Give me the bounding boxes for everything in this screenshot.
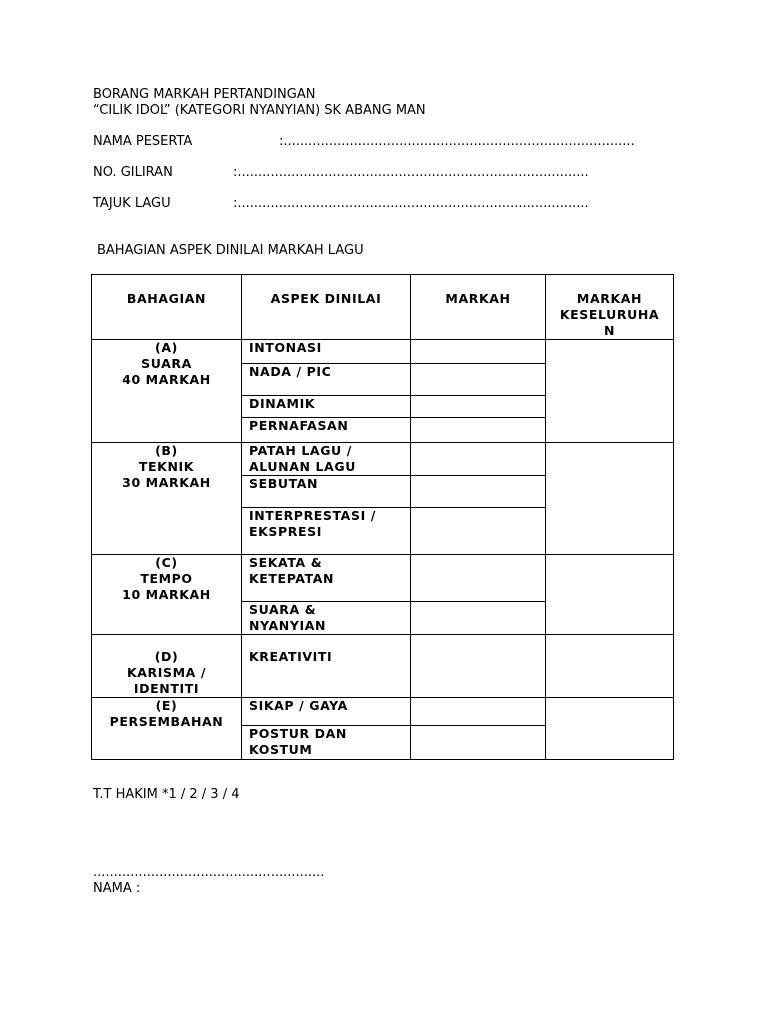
header-markah-keseluruhan: MARKAH KESELURUHA N [546,275,674,340]
group-d-label: (D) KARISMA / IDENTITI [92,635,242,698]
aspect-suara-nyanyian: SUARA & NYANYIAN [242,602,411,635]
markah-input-cell[interactable] [411,555,546,602]
judge-name-label: NAMA : [93,881,141,896]
group-b-label: (B) TEKNIK 30 MARKAH [92,443,242,555]
table-row [92,443,674,476]
keseluruhan-input-cell[interactable] [546,555,674,635]
markah-input-cell[interactable] [411,698,546,726]
markah-input-cell[interactable] [411,364,546,396]
signature-line[interactable]: ........................................................ [93,865,325,880]
aspect-patah-lagu: PATAH LAGU / ALUNAN LAGU [242,443,411,476]
group-a-label: (A) SUARA 40 MARKAH [92,340,242,443]
markah-input-cell[interactable] [411,476,546,508]
aspect-dinamik: DINAMIK [242,396,411,418]
form-subtitle: “CILIK IDOL” (KATEGORI NYANYIAN) SK ABANG MAN [93,103,426,118]
table-header-row [92,275,674,340]
section-title: BAHAGIAN ASPEK DINILAI MARKAH LAGU [97,243,364,258]
markah-input-cell[interactable] [411,340,546,364]
table-row [92,698,674,726]
aspect-postur-kostum: POSTUR DAN KOSTUM [242,726,411,760]
tajuk-lagu-field[interactable]: :..................................................................................... [233,196,589,211]
markah-input-cell[interactable] [411,726,546,760]
aspect-interprestasi: INTERPRESTASI / EKSPRESI [242,508,411,555]
nama-peserta-field[interactable]: :..................................................................................... [279,134,635,149]
header-markah: MARKAH [411,275,546,340]
markah-input-cell[interactable] [411,418,546,443]
markah-input-cell[interactable] [411,443,546,476]
keseluruhan-input-cell[interactable] [546,443,674,555]
group-e-label: (E) PERSEMBAHAN [92,698,242,760]
no-giliran-label: NO. GILIRAN [93,165,173,180]
table-row [92,635,674,698]
keseluruhan-input-cell[interactable] [546,635,674,698]
markah-input-cell[interactable] [411,635,546,698]
markah-input-cell[interactable] [411,396,546,418]
score-table [91,274,674,760]
nama-peserta-label: NAMA PESERTA [93,134,193,149]
group-c-label: (C) TEMPO 10 MARKAH [92,555,242,635]
header-aspek-dinilai: ASPEK DINILAI [242,275,411,340]
form-title: BORANG MARKAH PERTANDINGAN [93,87,316,102]
aspect-nada-pic: NADA / PIC [242,364,411,396]
markah-input-cell[interactable] [411,602,546,635]
aspect-sekata: SEKATA & KETEPATAN [242,555,411,602]
aspect-sikap-gaya: SIKAP / GAYA [242,698,411,726]
keseluruhan-input-cell[interactable] [546,698,674,760]
aspect-pernafasan: PERNAFASAN [242,418,411,443]
no-giliran-field[interactable]: :..................................................................................... [233,165,589,180]
table-row [92,340,674,364]
markah-input-cell[interactable] [411,508,546,555]
judge-signature-label: T.T HAKIM *1 / 2 / 3 / 4 [93,787,240,802]
aspect-intonasi: INTONASI [242,340,411,364]
table-row [92,555,674,602]
aspect-sebutan: SEBUTAN [242,476,411,508]
header-bahagian: BAHAGIAN [92,275,242,340]
tajuk-lagu-label: TAJUK LAGU [93,196,171,211]
keseluruhan-input-cell[interactable] [546,340,674,443]
aspect-kreativiti: KREATIVITI [242,635,411,698]
